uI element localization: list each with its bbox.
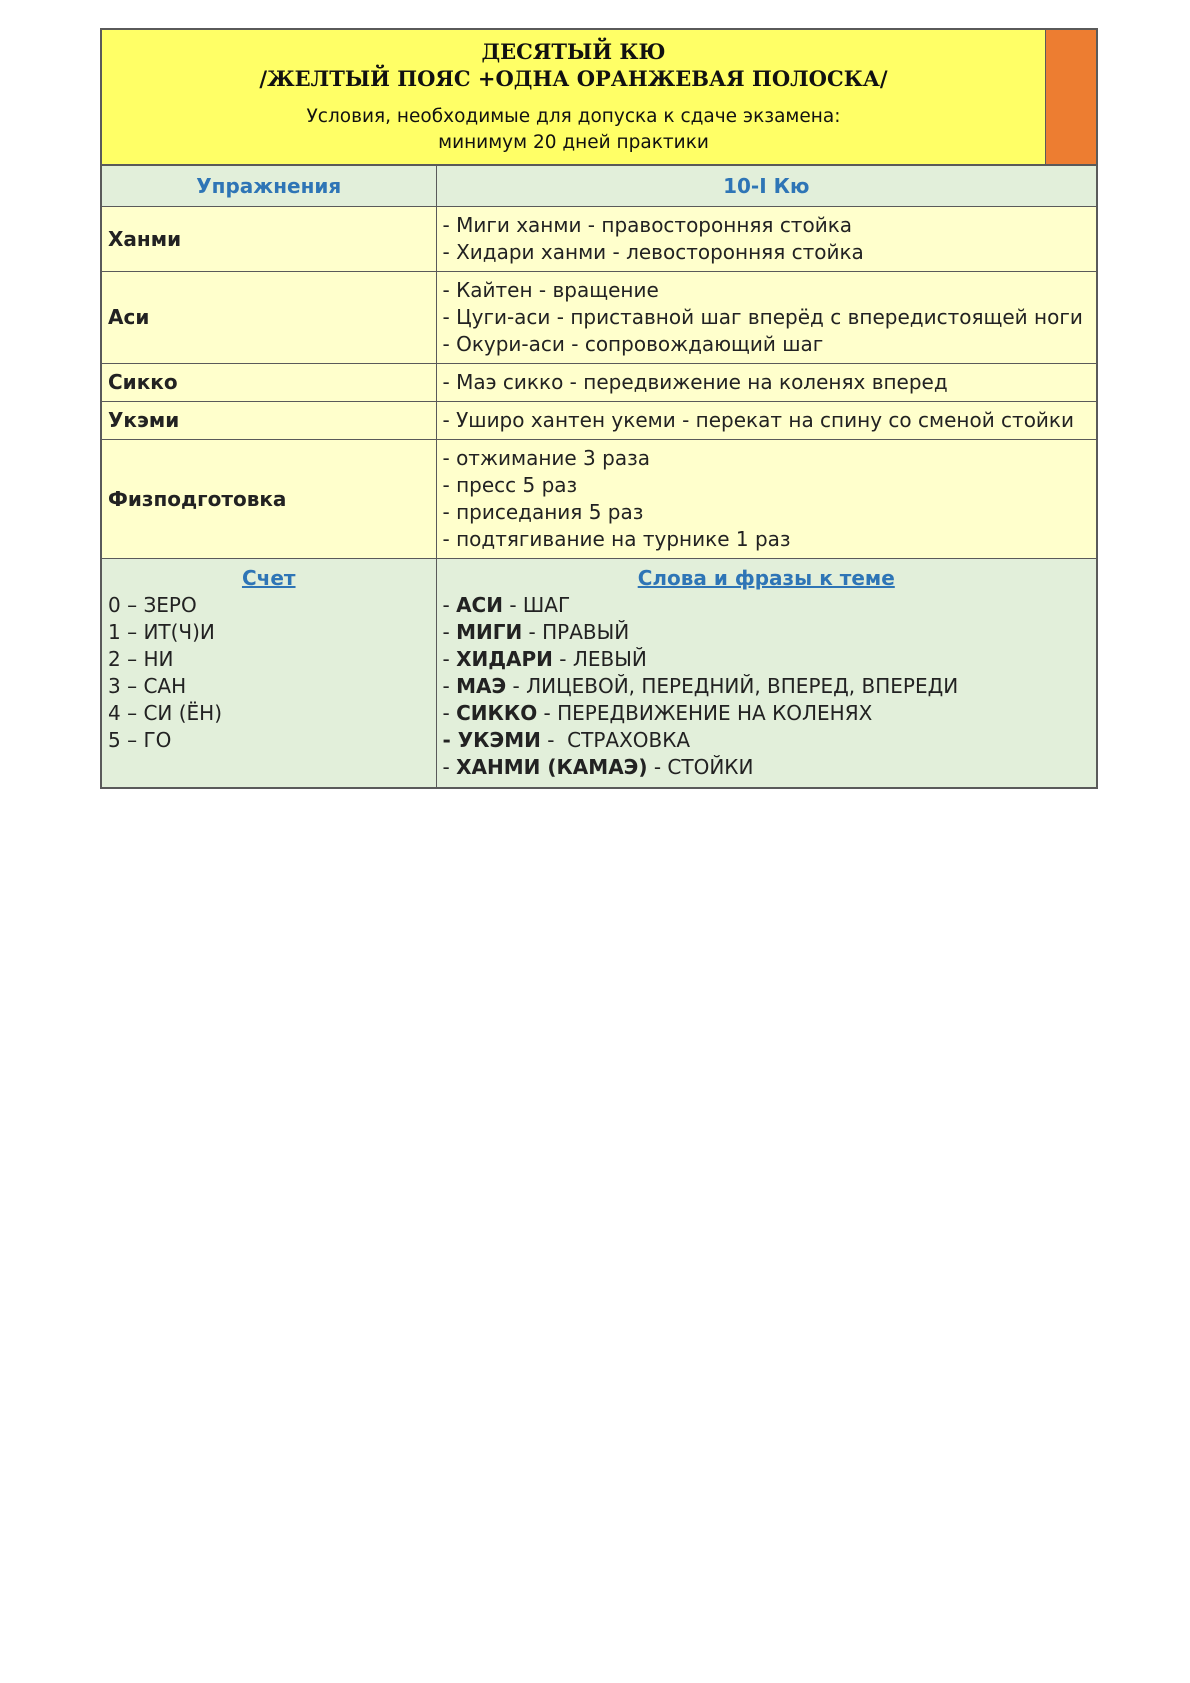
counting-line: 3 – САН xyxy=(108,673,187,698)
vocab-term: ХИДАРИ xyxy=(456,646,553,671)
vocab-definition: - СТРАХОВКА xyxy=(540,727,691,752)
exercise-item: - Цуги-аси - приставной шаг вперёд с впередистоящей ноги xyxy=(442,304,1083,329)
vocabulary-row xyxy=(102,558,1096,787)
vocab-prefix: - xyxy=(442,754,457,779)
col-header-exercises: Упражнения xyxy=(102,166,436,206)
conditions-value: минимум 20 дней практики xyxy=(438,132,709,153)
counting-cell xyxy=(102,558,436,787)
exercise-name: Сикко xyxy=(102,363,436,401)
exercise-item: - Миги ханми - правосторонняя стойка xyxy=(442,212,853,237)
orange-stripe-swatch xyxy=(1045,30,1096,164)
exercise-name: Укэми xyxy=(102,401,436,439)
counting-line: 5 – ГО xyxy=(108,727,172,752)
exercise-item: - приседания 5 раз xyxy=(442,499,644,524)
counting-line: 4 – СИ (ЁН) xyxy=(108,700,223,725)
exercise-item: - отжимание 3 раза xyxy=(442,445,650,470)
exercise-item: - Уширо хантен укеми - перекат на спину со сменой стойки xyxy=(442,407,1075,432)
vocab-term: ХАНМИ (КАМАЭ) xyxy=(456,754,648,779)
belt-description: /ЖЕЛТЫЙ ПОЯС +ОДНА ОРАНЖЕВАЯ ПОЛОСКА/ xyxy=(259,66,888,91)
vocabulary-heading: Слова и фразы к теме xyxy=(637,565,895,590)
vocab-definition: - СТОЙКИ xyxy=(647,754,754,779)
counting-line: 2 – НИ xyxy=(108,646,174,671)
vocab-prefix: - xyxy=(442,646,457,671)
exercise-table xyxy=(102,166,1096,787)
table-row xyxy=(102,439,1096,558)
vocabulary-entry xyxy=(443,700,1091,727)
vocab-term: АСИ xyxy=(456,592,503,617)
exercise-name: Аси xyxy=(102,271,436,363)
vocab-prefix: - xyxy=(442,700,457,725)
vocab-prefix: - xyxy=(442,673,457,698)
exercise-items xyxy=(436,439,1096,558)
counting-line: 1 – ИТ(Ч)И xyxy=(108,619,215,644)
exercise-items xyxy=(436,401,1096,439)
vocab-term: - УКЭМИ xyxy=(442,727,541,752)
vocabulary-entry xyxy=(443,673,1091,700)
header-title-area xyxy=(102,30,1045,164)
exercise-item: - Кайтен - вращение xyxy=(442,277,659,302)
vocabulary-entry xyxy=(443,727,1091,754)
exercise-name: Физподготовка xyxy=(102,439,436,558)
header-block xyxy=(102,30,1096,166)
vocabulary-entry xyxy=(443,592,1091,619)
vocab-definition: - ЛЕВЫЙ xyxy=(552,646,647,671)
counting-line: 0 – ЗЕРО xyxy=(108,592,197,617)
vocab-definition: - ЛИЦЕВОЙ, ПЕРЕДНИЙ, ВПЕРЕД, ВПЕРЕДИ xyxy=(506,673,959,698)
vocab-term: МАЭ xyxy=(456,673,507,698)
vocabulary-entry xyxy=(443,646,1091,673)
vocabulary-entry xyxy=(443,754,1091,781)
exercise-item: - Окури-аси - сопровождающий шаг xyxy=(442,331,824,356)
exercise-item: - Маэ сикко - передвижение на коленях вперед xyxy=(442,369,948,394)
exercise-name: Ханми xyxy=(102,206,436,271)
counting-heading: Счет xyxy=(241,565,296,590)
vocabulary-cell xyxy=(436,558,1096,787)
vocab-definition: - ШАГ xyxy=(502,592,571,617)
exercise-item: - подтягивание на турнике 1 раз xyxy=(442,526,791,551)
table-header-row xyxy=(102,166,1096,206)
vocab-definition: - ПЕРЕДВИЖЕНИЕ НА КОЛЕНЯХ xyxy=(537,700,873,725)
document-table xyxy=(100,28,1098,789)
exercise-item: - Хидари ханми - левосторонняя стойка xyxy=(442,239,864,264)
table-row xyxy=(102,401,1096,439)
conditions-label: Условия, необходимые для допуска к сдаче экзамена: xyxy=(306,106,841,127)
table-row xyxy=(102,363,1096,401)
vocab-term: СИККО xyxy=(456,700,538,725)
exercise-item: - пресс 5 раз xyxy=(442,472,578,497)
exercise-items xyxy=(436,363,1096,401)
vocab-prefix: - xyxy=(442,592,457,617)
table-row xyxy=(102,206,1096,271)
exercise-items xyxy=(436,206,1096,271)
col-header-kyu: 10-I Кю xyxy=(436,166,1096,206)
vocab-term: МИГИ xyxy=(456,619,523,644)
exercise-items xyxy=(436,271,1096,363)
vocabulary-entry xyxy=(443,619,1091,646)
vocab-prefix: - xyxy=(442,619,457,644)
table-row xyxy=(102,271,1096,363)
vocab-definition: - ПРАВЫЙ xyxy=(522,619,630,644)
kyu-title: ДЕСЯТЫЙ КЮ xyxy=(481,39,666,64)
